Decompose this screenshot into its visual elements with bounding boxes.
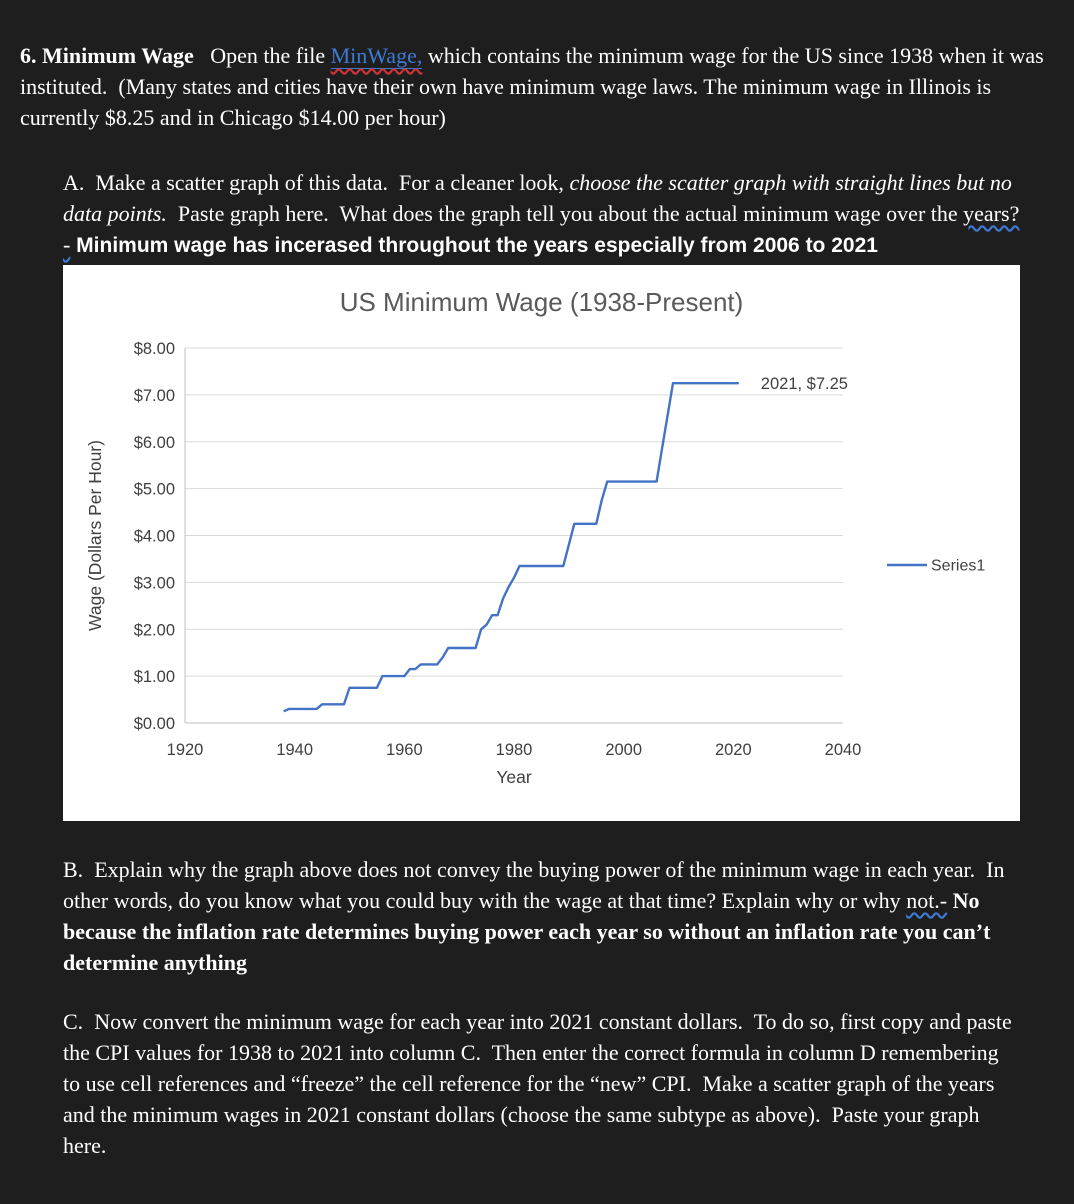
y-tick-label: $4.00 (133, 527, 175, 546)
intro-post-link-text: which contains the minimum wage for the US since 1938 when it was instituted. (Many states and cities have their own have minimum wage laws. The minimum wage in Illinois is currently $8.25 and in Chicago $14.00 per hour) (20, 43, 1050, 130)
x-tick-label: 2000 (605, 741, 643, 759)
question-title: 6. Minimum Wage (20, 43, 194, 68)
part-c-label: C. (63, 1009, 84, 1034)
y-tick-label: $0.00 (133, 715, 175, 733)
legend-label: Series1 (931, 557, 986, 575)
minwage-chart-canvas (63, 265, 1020, 821)
minwage-file-link[interactable]: MinWage, (330, 43, 423, 68)
x-tick-label: 1920 (166, 741, 204, 759)
chart-title: US Minimum Wage (1938-Present) (339, 287, 744, 317)
part-c-paragraph (63, 1006, 1020, 1161)
part-b-grammar-underlined: not.- (906, 888, 948, 913)
y-tick-label: $2.00 (133, 621, 175, 640)
part-a-text-2: Paste graph here. What does the graph tell you about the actual minimum wage over the (166, 201, 964, 226)
y-tick-label: $5.00 (133, 480, 175, 499)
y-axis-title: Wage (Dollars Per Hour) (85, 440, 105, 631)
part-b-paragraph (63, 854, 1020, 978)
x-tick-label: 1960 (385, 741, 423, 759)
y-tick-label: $7.00 (133, 386, 175, 405)
y-tick-label: $1.00 (133, 668, 175, 687)
y-tick-label: $6.00 (133, 433, 175, 452)
part-a-italic-instruction: choose the scatter graph with straight lines but no data points. (63, 170, 1018, 226)
x-tick-label: 2040 (824, 741, 862, 759)
intro-paragraph (20, 40, 1050, 133)
part-a-label: A. (63, 170, 85, 195)
part-a-student-answer: Minimum wage has incerased throughout the years especially from 2006 to 2021 (70, 234, 878, 257)
x-tick-label: 1940 (276, 741, 314, 759)
part-a-paragraph (63, 167, 1020, 261)
part-b-text-1: Explain why the graph above does not convey the buying power of the minimum wage in each year. In other words, do you know what you could buy with the wage at that time? Explain why or why (63, 857, 1010, 913)
series-line (284, 383, 739, 711)
x-tick-label: 2020 (714, 741, 752, 759)
x-axis-title: Year (496, 767, 532, 787)
embedded-chart-object[interactable] (63, 265, 1020, 821)
part-a-text-1: Make a scatter graph of this data. For a cleaner look, (84, 170, 570, 195)
part-b-student-answer: No because the inflation rate determines buying power each year so without an inflation rate you can’t determine anything (63, 888, 996, 975)
part-b-label: B. (63, 857, 84, 882)
x-tick-label: 1980 (495, 741, 533, 759)
part-c-text: Now convert the minimum wage for each year into 2021 constant dollars. To do so, first copy and paste the CPI values for 1938 to 2021 into column C. Then enter the correct formula in column D remembering to use cell references and “freeze” the cell reference for the “new” CPI. Make a scatter graph of the years and the minimum wages in 2021 constant dollars (choose the same subtype as above). Paste your graph here. (63, 1009, 1018, 1158)
intro-pre-link-text: Open the file (193, 43, 331, 68)
part-a-grammar-underlined: years?- (63, 201, 1020, 257)
y-tick-label: $3.00 (133, 574, 175, 593)
minwage-chart-svg (63, 265, 1020, 821)
y-tick-label: $8.00 (133, 340, 175, 358)
data-label-2021: 2021, $7.25 (760, 375, 848, 394)
